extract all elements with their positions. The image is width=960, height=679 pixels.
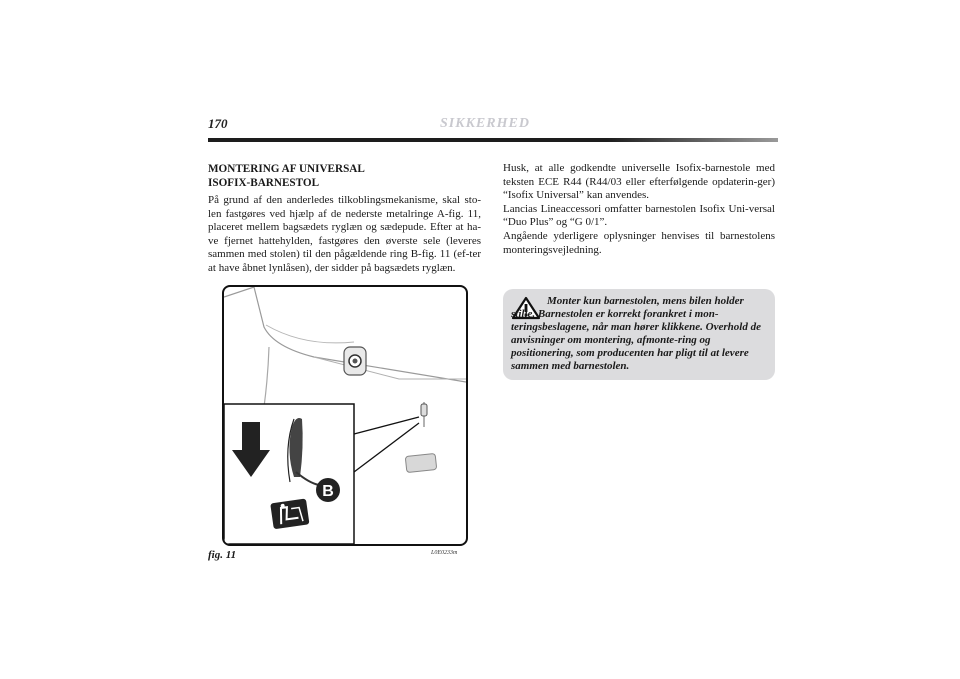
isofix-heading [208,162,481,190]
warning-text: Monter kun barnestolen, mens bilen holder stille. Barnestolen er korrekt forankret i mon-teringsbeslagene, når man hører klikkene. Overhold de anvisninger om montering, afmonte-ring og positionering, som producenten har pligt til at levere sammen med barnestolen. [511,295,761,372]
section-title: SIKKERHED [440,116,530,131]
isofix-illustration [224,287,466,544]
right-column [503,162,775,257]
figure-11 [222,285,468,546]
child-seat-icon [270,498,309,529]
top-anchor-ring [344,347,366,375]
left-column [208,162,481,276]
mounting-paragraph: På grund af den anderledes tilkoblingsmekanisme, skal sto-len fastgøres ved hjælp af de nederste metalringe A-fig. 11, placeret mellem bagsædets ryglæn og sædepude. Efter at ha-ve fjernet hattehylden, fastgøres den øverste sele (leveres sammen med stolen) til den pågældende ring B-fig. 11 (ef-ter at have åbnet lynlåsen), der sidder på bagsædets ryglæn. [208,194,481,274]
heading-line-1: MONTERING AF UNIVERSAL [208,163,365,175]
header-rule [208,138,778,142]
page-header [208,116,778,146]
approval-paragraph: Husk, at alle godkendte universelle Isofix-barnestole med teksten ECE R44 (R44/03 eller efterfølgende opdaterin-ger) “Isofix Universal” kan anvendes. [503,162,775,202]
heading-line-2: ISOFIX-BARNESTOL [208,177,320,189]
page-number: 170 [208,116,228,131]
instructions-paragraph: Angående yderligere oplysninger henvises til barnestolens monteringsvejledning. [503,229,775,256]
lineaccessori-paragraph: Lancias Lineaccessori omfatter barnestolen Isofix Uni-versal “Duo Plus” og “G 0/1”. [503,202,775,229]
seat-clip [405,453,437,472]
figure-code: L0E0233m [431,550,458,556]
figure-caption: fig. 11 [208,549,237,561]
label-b: B [322,483,334,500]
warning-box [503,289,775,380]
ring-detail [421,402,427,427]
